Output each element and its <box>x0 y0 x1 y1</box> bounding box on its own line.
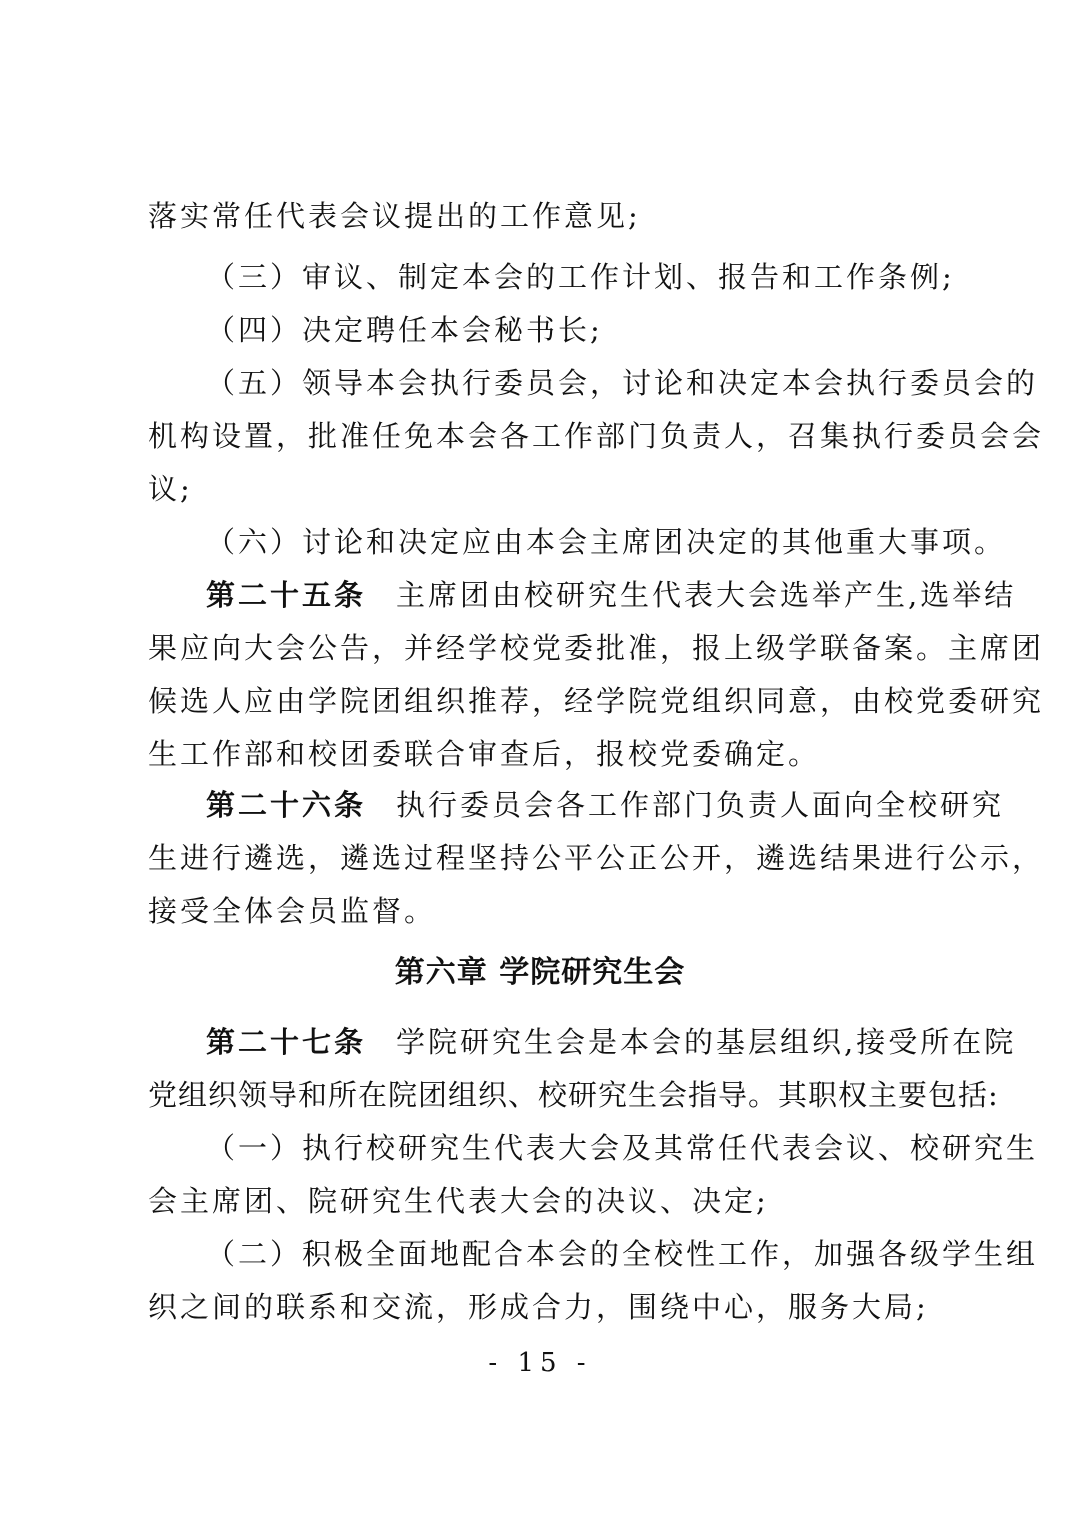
text-line: 党组织领导和所在院团组织、校研究生会指导。其职权主要包括: <box>148 1078 999 1112</box>
article-first-line <box>206 785 1005 825</box>
text-line: （五）领导本会执行委员会，讨论和决定本会执行委员会的 <box>206 366 1039 400</box>
text-line: （四）决定聘任本会秘书长; <box>206 313 603 347</box>
text-line: 候选人应由学院团组织推荐，经学院党组织同意，由校党委研究 <box>148 684 1045 718</box>
article-number: 第二十五条 <box>206 578 367 612</box>
article-text: 主席团由校研究生代表大会选举产生,选举结 <box>396 578 1017 612</box>
text-line: （六）讨论和决定应由本会主席团决定的其他重大事项。 <box>206 525 1007 559</box>
text-line: 机构设置，批准任免本会各工作部门负责人，召集执行委员会会 <box>148 419 1045 453</box>
article-text: 执行委员会各工作部门负责人面向全校研究 <box>396 788 1005 822</box>
text-line: 会主席团、院研究生代表大会的决议、决定; <box>148 1184 769 1218</box>
article-text: 学院研究生会是本会的基层组织,接受所在院 <box>396 1025 1017 1059</box>
article-number: 第二十七条 <box>206 1025 367 1059</box>
text-line: 接受全体会员监督。 <box>148 894 437 928</box>
article-first-line <box>206 575 1017 615</box>
text-line: 生工作部和校团委联合审查后，报校党委确定。 <box>148 737 821 771</box>
text-line: 生进行遴选，遴选过程坚持公平公正公开，遴选结果进行公示， <box>148 841 1045 875</box>
text-line: 议; <box>148 472 193 506</box>
text-line: 果应向大会公告，并经学校党委批准，报上级学联备案。主席团 <box>148 631 1045 665</box>
text-line: （三）审议、制定本会的工作计划、报告和工作条例; <box>206 260 955 294</box>
article-first-line <box>206 1022 1017 1062</box>
chapter-heading: 第六章 学院研究生会 <box>394 955 686 990</box>
text-line: 落实常任代表会议提出的工作意见; <box>148 199 641 233</box>
text-line: （二）积极全面地配合本会的全校性工作，加强各级学生组 <box>206 1237 1039 1271</box>
page-number: - 15 - <box>488 1348 592 1378</box>
text-line: （一）执行校研究生代表大会及其常任代表会议、校研究生 <box>206 1131 1039 1165</box>
article-number: 第二十六条 <box>206 788 367 822</box>
text-line: 织之间的联系和交流，形成合力，围绕中心，服务大局; <box>148 1290 929 1324</box>
